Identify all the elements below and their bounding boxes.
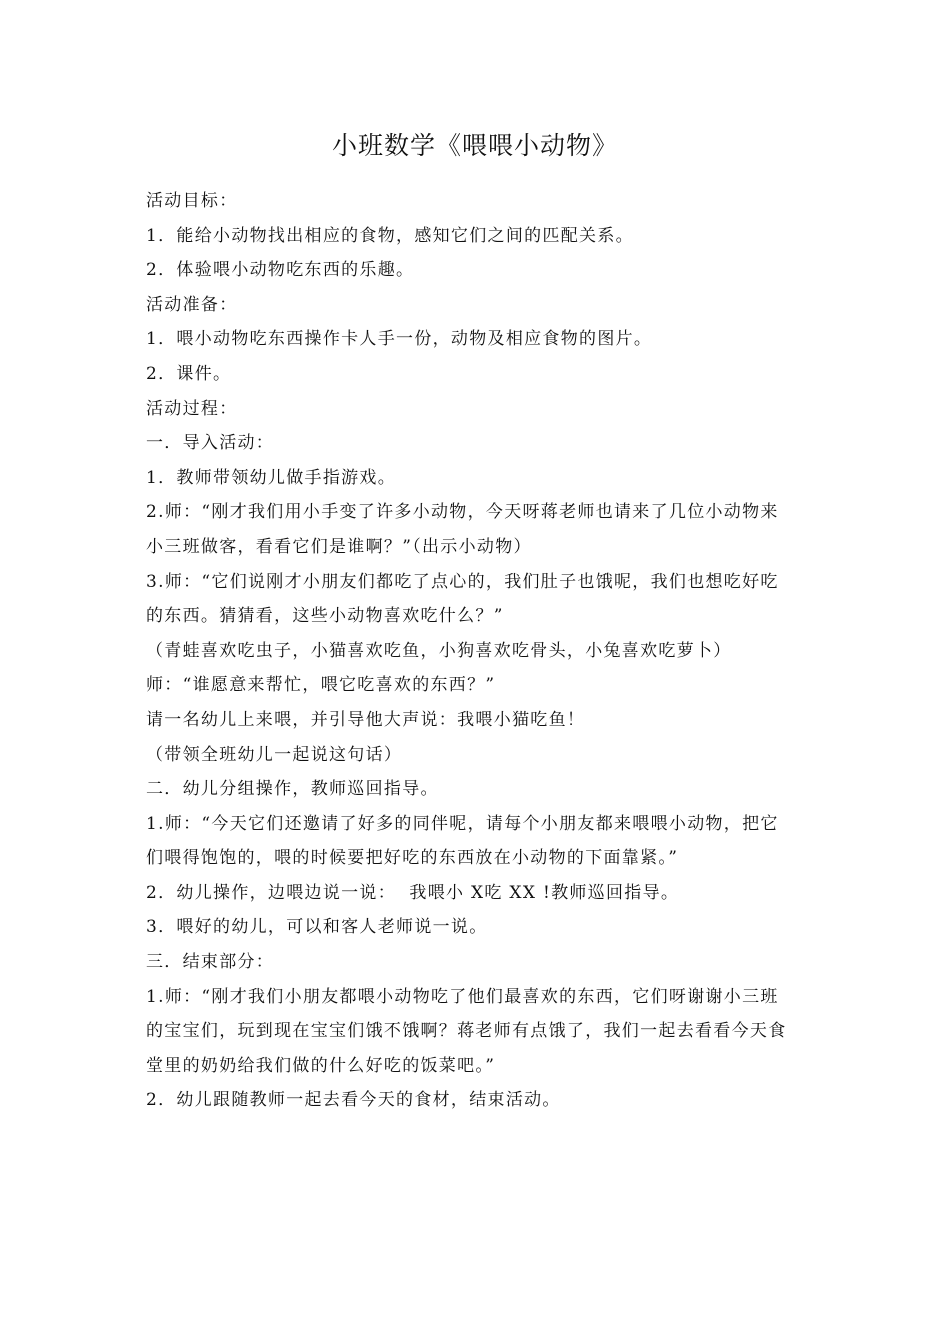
document-body xyxy=(146,184,816,1118)
section-heading-goals: 活动目标： xyxy=(146,191,238,211)
text-line: 请一名幼儿上来喂，并引导他大声说：我喂小猫吃鱼！ xyxy=(146,709,586,730)
text-line: 的宝宝们，玩到现在宝宝们饿不饿啊？蒋老师有点饿了，我们一起去看看今天食 xyxy=(146,1021,787,1042)
text-line: 师：“谁愿意来帮忙，喂它吃喜欢的东西？” xyxy=(146,675,496,696)
text-line: 2．体验喂小动物吃东西的乐趣。 xyxy=(146,260,415,281)
text-line: （带领全班幼儿一起说这句话） xyxy=(146,744,403,765)
subsection-heading: 三．结束部分： xyxy=(146,952,275,973)
text-line: 1.师：“刚才我们小朋友都喂小动物吃了他们最喜欢的东西，它们呀谢谢小三班 xyxy=(146,986,779,1007)
text-line: 1．能给小动物找出相应的食物，感知它们之间的匹配关系。 xyxy=(146,225,634,246)
text-line: 3.师：“它们说刚才小朋友们都吃了点心的，我们肚子也饿呢，我们也想吃好吃 xyxy=(146,571,779,592)
section-heading-process: 活动过程： xyxy=(146,398,238,419)
text-line: 们喂得饱饱的，喂的时候要把好吃的东西放在小动物的下面靠紧。” xyxy=(146,848,679,869)
text-line: 2．幼儿操作，边喂边说一说： 我喂小 X吃 XX !教师巡回指导。 xyxy=(146,882,680,903)
document-title: 小班数学《喂喂小动物》 xyxy=(331,131,618,160)
subsection-heading: 二．幼儿分组操作，教师巡回指导。 xyxy=(146,779,439,800)
text-line: 小三班做客，看看它们是谁啊？”（出示小动物） xyxy=(146,536,532,557)
text-line: （青蛙喜欢吃虫子，小猫喜欢吃鱼，小狗喜欢吃骨头，小兔喜欢吃萝卜） xyxy=(146,640,732,661)
text-line: 2.师：“刚才我们用小手变了许多小动物，今天呀蒋老师也请来了几位小动物来 xyxy=(146,502,779,523)
section-heading-preparation: 活动准备： xyxy=(146,294,238,315)
text-line: 3．喂好的幼儿，可以和客人老师说一说。 xyxy=(146,917,488,938)
text-line: 的东西。猜猜看，这些小动物喜欢吃什么？” xyxy=(146,606,504,627)
text-line: 2．课件。 xyxy=(146,363,232,384)
subsection-heading: 一．导入活动： xyxy=(146,433,275,454)
text-line: 堂里的奶奶给我们做的什么好吃的饭菜吧。” xyxy=(146,1055,496,1076)
text-line: 1．教师带领幼儿做手指游戏。 xyxy=(146,467,397,488)
text-line: 2．幼儿跟随教师一起去看今天的食材，结束活动。 xyxy=(146,1090,561,1111)
text-line: 1.师：“今天它们还邀请了好多的同伴呢，请每个小朋友都来喂喂小动物，把它 xyxy=(146,813,779,834)
text-line: 1．喂小动物吃东西操作卡人手一份，动物及相应食物的图片。 xyxy=(146,329,653,350)
